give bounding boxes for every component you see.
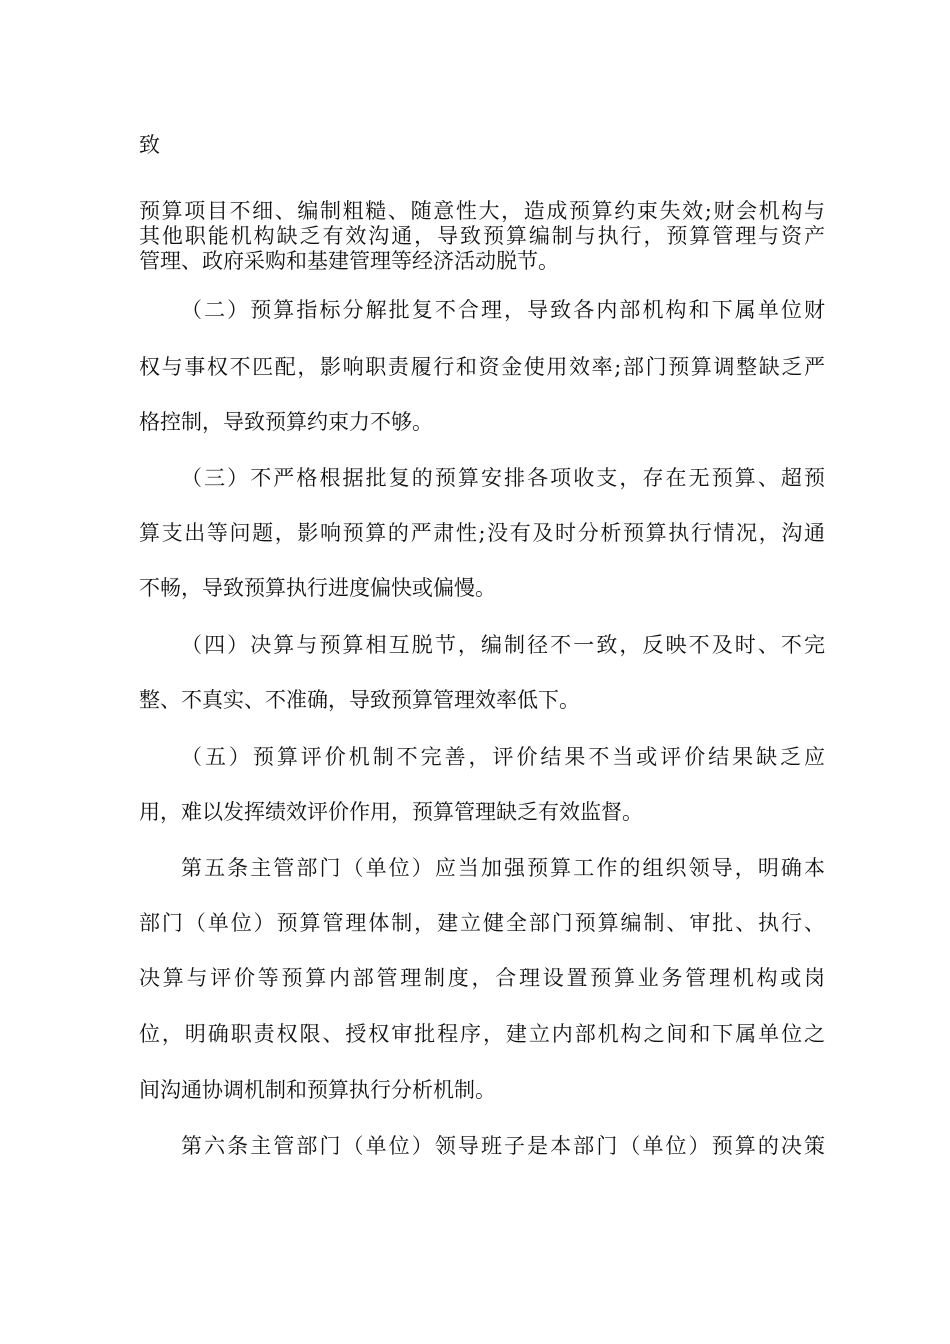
text-line-18: 位，明确职责权限、授权审批程序，建立内部机构之间和下属单位之 xyxy=(139,1022,825,1046)
text-line-13: （五）预算评价机制不完善，评价结果不当或评价结果缺乏应 xyxy=(181,745,825,769)
text-line-11: （四）决算与预算相互脱节，编制径不一致，反映不及时、不完 xyxy=(181,633,825,657)
text-line-3: 其他职能机构缺乏有效沟通，导致预算编制与执行，预算管理与资产 xyxy=(139,224,825,248)
text-line-1: 致 xyxy=(139,133,160,157)
text-line-5: （二）预算指标分解批复不合理，导致各内部机构和下属单位财 xyxy=(181,298,825,322)
text-line-19: 间沟通协调机制和预算执行分析机制。 xyxy=(139,1078,496,1102)
text-line-9: 算支出等问题，影响预算的严肃性;没有及时分析预算执行情况，沟通 xyxy=(139,521,825,545)
text-line-4: 管理、政府采购和基建管理等经济活动脱节。 xyxy=(139,249,559,273)
text-line-16: 部门（单位）预算管理体制，建立健全部门预算编制、审批、执行、 xyxy=(139,911,825,935)
text-line-17: 决算与评价等预算内部管理制度，合理设置预算业务管理机构或岗 xyxy=(139,966,825,990)
text-line-14: 用，难以发挥绩效评价作用，预算管理缺乏有效监督。 xyxy=(139,800,643,824)
text-line-15: 第五条主管部门（单位）应当加强预算工作的组织领导，明确本 xyxy=(181,856,825,880)
text-line-2: 预算项目不细、编制粗糙、随意性大，造成预算约束失效;财会机构与 xyxy=(139,199,825,223)
text-line-20: 第六条主管部门（单位）领导班子是本部门（单位）预算的决策 xyxy=(181,1134,825,1158)
text-line-6: 权与事权不匹配，影响职责履行和资金使用效率;部门预算调整缺乏严 xyxy=(139,355,825,379)
text-line-12: 整、不真实、不准确，导致预算管理效率低下。 xyxy=(139,688,580,712)
text-line-7: 格控制，导致预算约束力不够。 xyxy=(139,410,433,434)
text-line-10: 不畅，导致预算执行进度偏快或偏慢。 xyxy=(139,576,496,600)
text-line-8: （三）不严格根据批复的预算安排各项收支，存在无预算、超预 xyxy=(181,466,825,490)
